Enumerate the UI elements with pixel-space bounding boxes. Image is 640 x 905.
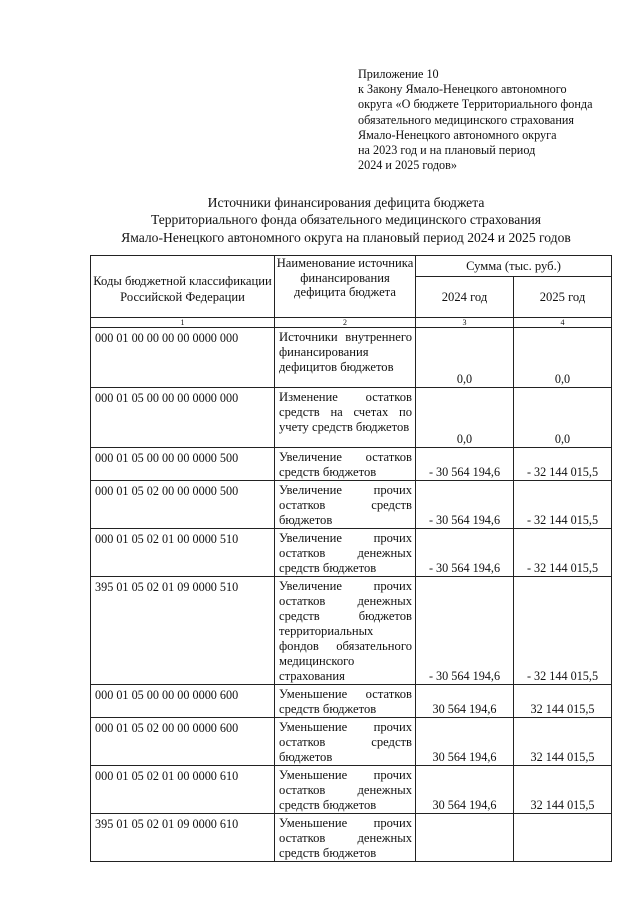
header-year-2025: 2025 год	[514, 277, 612, 318]
table-cell-name: Увеличение остатков средств бюджетов	[275, 448, 416, 481]
table-cell-2025: - 32 144 015,5	[514, 529, 612, 577]
title-line: Территориального фонда обязательного медицинского страхования	[150, 212, 542, 228]
table-row	[91, 388, 612, 448]
table-row	[91, 685, 612, 718]
document-title	[90, 194, 602, 246]
column-number: 4	[514, 318, 612, 328]
table-cell-2024: - 30 564 194,6	[416, 448, 514, 481]
table-cell-name: Источники внутреннего финансирования дефицитов бюджетов	[275, 328, 416, 388]
header-name: Наименование источника финансирования дефицита бюджета	[275, 256, 416, 318]
table-cell-name: Изменение остатков средств на счетах по учету средств бюджетов	[275, 388, 416, 448]
table-row	[91, 718, 612, 766]
table-cell-2024: 0,0	[416, 388, 514, 448]
table-cell-2025: 0,0	[514, 328, 612, 388]
column-number: 1	[91, 318, 275, 328]
table-row	[91, 529, 612, 577]
table-cell-code: 000 01 05 00 00 00 0000 000	[91, 388, 275, 448]
table-cell-2024: - 30 564 194,6	[416, 577, 514, 685]
table-cell-code: 000 01 05 00 00 00 0000 600	[91, 685, 275, 718]
appendix-line: обязательного медицинского страхования	[358, 112, 574, 127]
column-number: 3	[416, 318, 514, 328]
table-cell-2025: 32 144 015,5	[514, 685, 612, 718]
title-line: Ямало-Ненецкого автономного округа на плановый период 2024 и 2025 годов	[121, 229, 571, 245]
table-cell-name: Увеличение прочих остатков денежных средств бюджетов территориальных фондов обязательного медицинского страхования	[275, 577, 416, 685]
table-cell-2024: - 30 564 194,6	[416, 529, 514, 577]
header-year-2024: 2024 год	[416, 277, 514, 318]
table-cell-2024: 30 564 194,6	[416, 718, 514, 766]
table-cell-code: 000 01 00 00 00 00 0000 000	[91, 328, 275, 388]
table-cell-2024: - 30 564 194,6	[416, 481, 514, 529]
table-cell-2025: - 32 144 015,5	[514, 448, 612, 481]
appendix-line: на 2023 год и на плановый период	[358, 143, 536, 158]
table-cell-name: Уменьшение остатков средств бюджетов	[275, 685, 416, 718]
table-cell-code: 000 01 05 02 01 00 0000 510	[91, 529, 275, 577]
table-row	[91, 577, 612, 685]
table-cell-2024: 0,0	[416, 328, 514, 388]
header-sum: Сумма (тыс. руб.)	[416, 256, 612, 277]
table-cell-2024	[416, 814, 514, 862]
table-row	[91, 766, 612, 814]
table-cell-2025: 32 144 015,5	[514, 718, 612, 766]
table-cell-code: 000 01 05 02 00 00 0000 600	[91, 718, 275, 766]
table-cell-code: 000 01 05 02 00 00 0000 500	[91, 481, 275, 529]
appendix-line: 2024 и 2025 годов»	[358, 158, 457, 173]
title-line: Источники финансирования дефицита бюджета	[207, 195, 485, 210]
table-cell-code: 000 01 05 00 00 00 0000 500	[91, 448, 275, 481]
table-cell-code: 000 01 05 02 01 00 0000 610	[91, 766, 275, 814]
table-cell-name: Уменьшение прочих остатков средств бюджетов	[275, 718, 416, 766]
table-body	[91, 328, 612, 862]
table-cell-name: Увеличение прочих остатков денежных средств бюджетов	[275, 529, 416, 577]
table-row	[91, 448, 612, 481]
appendix-line: Приложение 10	[358, 67, 439, 81]
table-row	[91, 814, 612, 862]
table-cell-2025: - 32 144 015,5	[514, 481, 612, 529]
appendix-line: округа «О бюджете Территориального фонда	[358, 97, 593, 112]
header-codes: Коды бюджетной классификации Российской Федерации	[91, 256, 275, 318]
table-cell-name: Уменьшение прочих остатков денежных средств бюджетов	[275, 814, 416, 862]
table-cell-2025: 32 144 015,5	[514, 766, 612, 814]
table-cell-name: Увеличение прочих остатков средств бюджетов	[275, 481, 416, 529]
table-cell-code: 395 01 05 02 01 09 0000 610	[91, 814, 275, 862]
table-cell-2025	[514, 814, 612, 862]
table-row	[91, 481, 612, 529]
appendix-line: Ямало-Ненецкого автономного округа	[358, 127, 557, 142]
table-cell-name: Уменьшение прочих остатков денежных средств бюджетов	[275, 766, 416, 814]
table-cell-2025: - 32 144 015,5	[514, 577, 612, 685]
column-number: 2	[275, 318, 416, 328]
table-cell-2024: 30 564 194,6	[416, 685, 514, 718]
appendix-block	[358, 67, 628, 173]
table-cell-2024: 30 564 194,6	[416, 766, 514, 814]
table-row	[91, 328, 612, 388]
table-cell-code: 395 01 05 02 01 09 0000 510	[91, 577, 275, 685]
sources-table	[90, 255, 612, 862]
table-cell-2025: 0,0	[514, 388, 612, 448]
appendix-line: к Закону Ямало-Ненецкого автономного	[358, 82, 567, 97]
